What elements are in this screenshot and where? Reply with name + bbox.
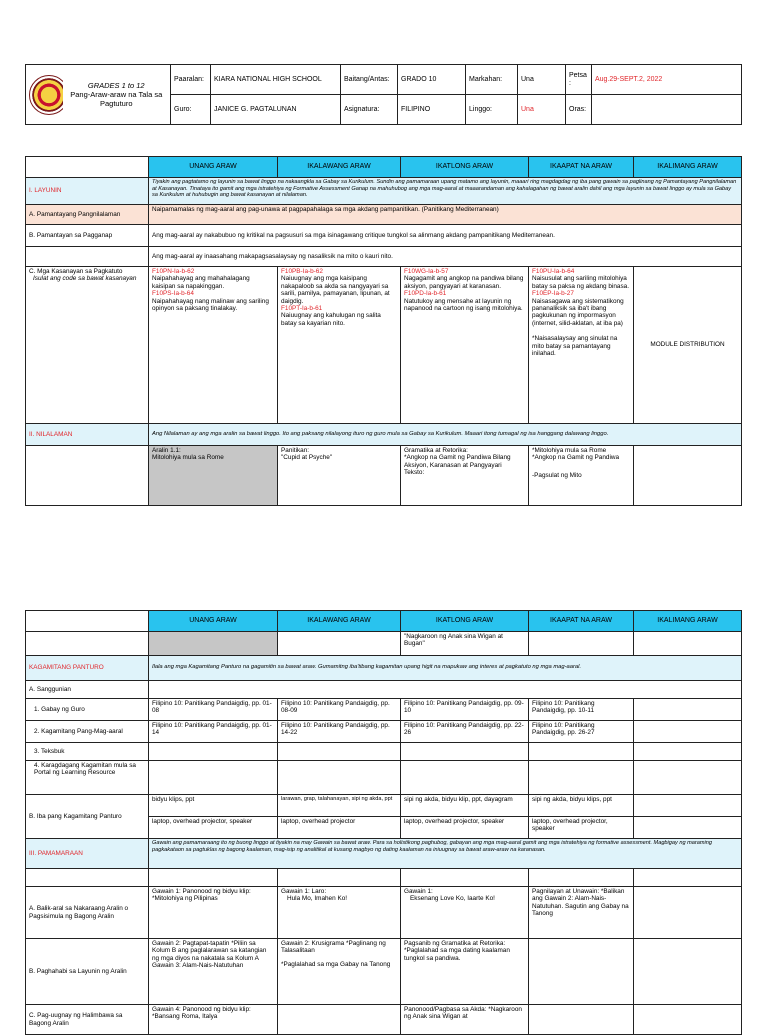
school-seal-icon (29, 75, 63, 115)
pmag-day4: Filipino 10: Panitikang Pandaigdig, pp. 26-27 (529, 721, 634, 743)
kasanayan-day2 (278, 267, 401, 424)
pagha-d2-2: *Paglalahad sa mga Gabay na Tanong (281, 960, 391, 968)
d3-code-1: F10WG-Ia-b-57 (404, 268, 449, 275)
day-header-1: UNANG ARAW (149, 157, 278, 178)
day-header-2-1: UNANG ARAW (149, 611, 278, 632)
karagdagan-day4 (529, 761, 634, 795)
teksbuk-day2 (278, 743, 401, 761)
gabay-day4: Filipino 10: Panitikang Pandaigdig, pp. 10-11 (529, 699, 634, 721)
pamamaraan-blank-4 (529, 869, 634, 887)
pagha-day2 (278, 939, 401, 1005)
layunin-text: Tiyakin ang pagtatamo ng layunin sa bawat linggo na nakaangkla sa Gabay sa Kurikulum. Sundin ang pamamaraan upang matamo ang layunin, maaari ring magdagdag ng iba pang gawain sa paglinang ng Pamantayang Pangnilalaman at Kasanayan. Tinataya ito gamit ang mga istratehiya ng Formative Assessment Ganap na mahuhubog ang mga mag-aaral at maaarandaman ang kahalagahan ng bawat aralin dahil ang mga layunin sa bawat linggo ay mula sa Gabay sa Kurikulum at huhubugin ang bawat kasanayan at nilalaman. (149, 178, 742, 205)
guro-label: Guro: (171, 95, 211, 125)
n-d3-1: Gramatika at Retorika: (404, 447, 468, 454)
pagha-day4 (529, 939, 634, 1005)
pagganap-label: B. Pamantayan sa Pagganap (26, 225, 149, 247)
iba-day1-a: bidyu klips, ppt (149, 795, 278, 817)
baitang-label: Baitang/Antas: (341, 65, 398, 95)
day-header-2-2: IKALAWANG ARAW (278, 611, 401, 632)
balik-day1: Gawain 1: Panonood ng bidyu klip: *Mitolohiya ng Pilipinas (149, 887, 278, 939)
pagha-label: B. Paghahabi sa Layunin ng Aralin (26, 939, 149, 1005)
d3-code-2: F10PD-Ia-b-61 (404, 290, 447, 298)
markahan-value: Una (518, 65, 566, 95)
pagha-day1: Gawain 2: Pagtapat-tapatin *Piliin sa Kolum B ang paglalarawan sa katangian ng mga diyos na nakatala sa Kolum A Gawain 3: Alam-Nais-Natutuhan (149, 939, 278, 1005)
top-day3: "Nagkaroon ng Anak sina Wigan at Bugan" (401, 632, 529, 656)
guro-value: JANICE G. PAGTALUNAN (211, 95, 341, 125)
n-d2-1: Panitikan: (281, 447, 310, 454)
day-header-5: IKALIMANG ARAW (634, 157, 742, 178)
pag-day5 (634, 1005, 742, 1035)
d3-text-1: Nagagamit ang angkop na pandiwa bilang aksiyon, pangyayari at karanasan. (404, 275, 524, 290)
balik-d3-1: Gawain 1: (404, 888, 433, 895)
iba-day5-b (634, 817, 742, 839)
d4-text-2: Naisasagawa ang sistematikong pananaliksik sa iba't ibang pagkukunan ng impormasyon (internet, silid-aklatan, at iba pa) (532, 297, 624, 327)
n-d4-2: *Angkop na Gamit ng Pandiwa (532, 454, 620, 462)
paaralan-value: KIARA NATIONAL HIGH SCHOOL (211, 65, 341, 95)
iba-day4-a: sipi ng akda, bidyu klips, ppt (529, 795, 634, 817)
pamamaraan-blank-3 (401, 869, 529, 887)
iba-day3-a: sipi ng akda, bidyu klip, ppt, dayagram (401, 795, 529, 817)
d3-text-2: Natutukoy ang mensahe at layunin ng napanood na cartoon ng isang mitolohiya. (404, 297, 523, 313)
pamamaraan-blank-2 (278, 869, 401, 887)
iba-day2-b: laptop, overhead projector (278, 817, 401, 839)
kasanayan-day3 (401, 267, 529, 424)
pag-day4 (529, 1005, 634, 1035)
balik-d2-1: Gawain 1: Laro: (281, 888, 327, 895)
pagha-day3: Pagsanib ng Gramatika at Retorika: *Paglalahad sa mga dating kaalaman tungkol sa pandiwa. (401, 939, 529, 1005)
pmag-day1: Filipino 10: Panitikang Pandaigdig, pp. 01-14 (149, 721, 278, 743)
layunin-label: I. LAYUNIN (26, 178, 149, 205)
iba-label: B. Iba pang Kagamitang Panturo (26, 795, 149, 839)
teksbuk-label: 3. Teksbuk (26, 743, 149, 761)
top-day5 (634, 632, 742, 656)
pangnilalaman-text: Naipamamalas ng mag-aaral ang pag-unawa at pagpapahalaga sa mga akdang pampanitikan. (Panitikang Mediterranean) (149, 205, 742, 225)
pagganap-blank (26, 247, 149, 267)
module-distribution: MODULE DISTRIBUTION (634, 267, 742, 424)
oras-label: Oras: (566, 95, 592, 125)
d2-code-1: F10PB-Ia-b-62 (281, 268, 323, 275)
corner-cell-2 (26, 611, 149, 632)
kasanayan-day4 (529, 267, 634, 424)
karagdagan-day1 (149, 761, 278, 795)
linggo-label: Linggo: (466, 95, 518, 125)
petsa-label: Petsa : (566, 65, 592, 95)
top-day2 (278, 632, 401, 656)
kagamitan-label: KAGAMITANG PANTURO (26, 656, 149, 681)
n-d2-2: "Cupid at Psyche" (281, 454, 333, 462)
pangnilalaman-label: A. Pamantayang Pangnilalaman (26, 205, 149, 225)
pag-label: C. Pag-uugnay ng Halimbawa sa Bagong Aralin (26, 1005, 149, 1035)
top-blank (26, 632, 149, 656)
pamamaraan-text: Gawain ang pamamaraang ito ng buong linggo at tiyakin na may Gawain sa bawat araw. Para sa holistikong paghubog, gabayan ang mga mag-aaral gamit ang mga istratehiya ng formative assessment. Magbigay ng maraming pagkakataon sa pagtuklas ng bagong kaalaman, mag-isip ng analitikal at kusang magbyo ng dating kaalaman na iniuugnay sa bawat araw-araw na karanasan. (149, 839, 742, 869)
kasanayan-sub: Isulat ang code sa bawat kasanayan (33, 275, 137, 283)
paaralan-label: Paaralan: (171, 65, 211, 95)
pagganap-text-2: Ang mag-aaral ay inaasahang makapagsasalaysay ng nasaliksik na mito o kauri nito. (149, 247, 742, 267)
n-d1-2: Mitolohiya mula sa Rome (152, 454, 224, 462)
balik-day4: Pagnilayan at Unawain: *Balikan ang Gawain 2: Alam-Nais-Natutuhan. Sagutin ang Gabay na Tanong (529, 887, 634, 939)
nilalaman-day5 (634, 446, 742, 506)
pagha-day5 (634, 939, 742, 1005)
pmag-day2: Filipino 10: Panitikang Pandaigdig, pp. 14-22 (278, 721, 401, 743)
n-d4-1: *Mitolohiya mula sa Rome (532, 447, 607, 454)
n-d3-3: Teksto: (404, 469, 425, 477)
d2-code-2: F10PT-Ia-b-61 (281, 305, 323, 313)
nilalaman-day2 (278, 446, 401, 506)
baitang-value: GRADO 10 (398, 65, 466, 95)
d2-text-2: Naiuugnay ang kahulugan ng salita batay sa kayarian nito. (281, 312, 381, 327)
grades-label: GRADES 1 to 12 (87, 81, 145, 90)
pmag-day3: Filipino 10: Panitikang Pandaigdig, pp. 22-26 (401, 721, 529, 743)
iba-day1-b: laptop, overhead projector, speaker (149, 817, 278, 839)
sanggunian-label: A. Sanggunian (26, 681, 149, 699)
day-header-3: IKATLONG ARAW (401, 157, 529, 178)
d1-text-1: Naipahahayag ang mahahalagang kaisipan sa napakinggan. (152, 275, 250, 290)
d1-text-2: Naipahahayag nang malinaw ang sariling opinyon sa paksang tinalakay. (152, 297, 269, 313)
karagdagan-day5 (634, 761, 742, 795)
nilalaman-blank (26, 446, 149, 506)
asignatura-value: FILIPINO (398, 95, 466, 125)
nilalaman-day3 (401, 446, 529, 506)
pamamaraan-blank-1 (149, 869, 278, 887)
nilalaman-label: II. NILALAMAN (26, 424, 149, 446)
teksbuk-day4 (529, 743, 634, 761)
d4-code-2: F10EP-Ia-b-27 (532, 290, 574, 298)
day-header-2-4: IKAAPAT NA ARAW (529, 611, 634, 632)
iba-day2-a: larawan, grap, talahanayan, sipi ng akda, ppt (278, 795, 401, 817)
asignatura-label: Asignatura: (341, 95, 398, 125)
kagamitan-text: Ilala ang mga Kagamitang Panturo na gagamitin sa bawat araw. Gumamitng iba'tibang kagamitan upang higit na mapukaw ang interes at pagkatuto ng mga mag-aaral. (149, 656, 742, 681)
pamamaraan-blank-5 (634, 869, 742, 887)
karagdagan-day3 (401, 761, 529, 795)
n-d1-1: Aralin 1.1: (152, 447, 181, 454)
pag-day2 (278, 1005, 401, 1035)
day-header-4: IKAAPAT NA ARAW (529, 157, 634, 178)
top-day1 (149, 632, 278, 656)
pmag-day5 (634, 721, 742, 743)
gabay-day3: Filipino 10: Panitikang Pandaigdig, pp. 09-10 (401, 699, 529, 721)
doc-title: Pang-Araw-araw na Tala sa Pagtuturo (70, 90, 163, 108)
teksbuk-day3 (401, 743, 529, 761)
top-day4 (529, 632, 634, 656)
pmag-label: 2. Kagamitang Pang-Mag-aaral (26, 721, 149, 743)
nilalaman-text: Ang Nilalaman ay ang mga aralin sa bawat linggo. Ito ang paksang nilalayong ituro ng guro mula sa Gabay sa Kurikulum. Maaari itong tumagal ng isa hanggang dalawang linggo. (149, 424, 742, 446)
pag-day3: Panonood/Pagbasa sa Akda: *Nagkaroon ng Anak sina Wigan at (401, 1005, 529, 1035)
iba-day5-a (634, 795, 742, 817)
kasanayan-cell (26, 267, 149, 424)
d4-text-3: *Naisasalaysay ang sinulat na mito batay sa pamantayang inilahad. (532, 335, 618, 358)
corner-cell (26, 157, 149, 178)
pamamaraan-blank (26, 869, 149, 887)
kasanayan-label: C. Mga Kasanayan sa Pagkatuto (29, 268, 123, 275)
gabay-day2: Filipino 10: Panitikang Pandaigdig, pp. 08-09 (278, 699, 401, 721)
lesson-table-2 (25, 610, 742, 1035)
d1-code-2: F10PS-Ia-b-64 (152, 290, 194, 298)
iba-day4-b: laptop, overhead projector, speaker (529, 817, 634, 839)
pamamaraan-label: III. PAMAMARAAN (26, 839, 149, 869)
markahan-label: Markahan: (466, 65, 518, 95)
pag-day1: Gawain 4: Panonood ng bidyu klip: *Bansang Roma, Italya (149, 1005, 278, 1035)
school-logo-cell (26, 65, 63, 125)
n-d4-3: -Pagsulat ng Mito (532, 471, 582, 479)
lesson-table-1 (25, 156, 742, 506)
karagdagan-label: 4. Karagdagang Kagamitan mula sa Portal ng Learning Resource (26, 761, 149, 795)
gabay-label: 1. Gabay ng Guro (26, 699, 149, 721)
d4-text-1: Naisusulat ang sariling mitolohiya batay sa paksa ng akdang binasa. (532, 275, 629, 290)
gabay-day1: Filipino 10: Panitikang Pandaigdig, pp. 01-08 (149, 699, 278, 721)
day-header-2-3: IKATLONG ARAW (401, 611, 529, 632)
nilalaman-day1 (149, 446, 278, 506)
day-header-2-5: IKALIMANG ARAW (634, 611, 742, 632)
balik-day3 (401, 887, 529, 939)
iba-day3-b: laptop, overhead projector, speaker (401, 817, 529, 839)
balik-d2-2: Hula Mo, Imahen Ko! (287, 895, 348, 903)
karagdagan-day2 (278, 761, 401, 795)
kasanayan-day1 (149, 267, 278, 424)
balik-day5 (634, 887, 742, 939)
title-block (63, 65, 171, 125)
teksbuk-day1 (149, 743, 278, 761)
petsa-value: Aug.29-SEPT.2, 2022 (592, 65, 742, 95)
balik-d3-2: Eksenang Love Ko, Iaarte Ko! (410, 895, 495, 903)
d1-code-1: F10PN-Ia-b-62 (152, 268, 195, 275)
pagha-d2-1: Gawain 2: Krusigrama *Paglinang ng Talasalitaan (281, 940, 386, 955)
teksbuk-day5 (634, 743, 742, 761)
linggo-value: Una (518, 95, 566, 125)
d4-code-1: F10PU-Ia-b-64 (532, 268, 575, 275)
n-d3-2: *Angkop na Gamit ng Pandiwa Bilang Aksiyon, Karanasan at Pangyayari (404, 454, 511, 469)
balik-day2 (278, 887, 401, 939)
day-header-2: IKALAWANG ARAW (278, 157, 401, 178)
sanggunian-blank (149, 681, 742, 699)
balik-label: A. Balik-aral sa Nakaraang Aralin o Pagsisimula ng Bagong Aralin (26, 887, 149, 939)
nilalaman-day4 (529, 446, 634, 506)
header-table (25, 64, 742, 125)
pagganap-text-1: Ang mag-aaral ay nakabubuo ng kritikal na pagsusuri sa mga isinagawang critique tungkol sa alinmang akdang pampanitikang Mediterranean. (149, 225, 742, 247)
oras-value (592, 95, 742, 125)
gabay-day5 (634, 699, 742, 721)
d2-text-1: Naiuugnay ang mga kaisipang nakapaloob sa akda sa nangyayari sa sarili, pamilya, pamayanan, lipunan, at daigdig. (281, 275, 390, 305)
